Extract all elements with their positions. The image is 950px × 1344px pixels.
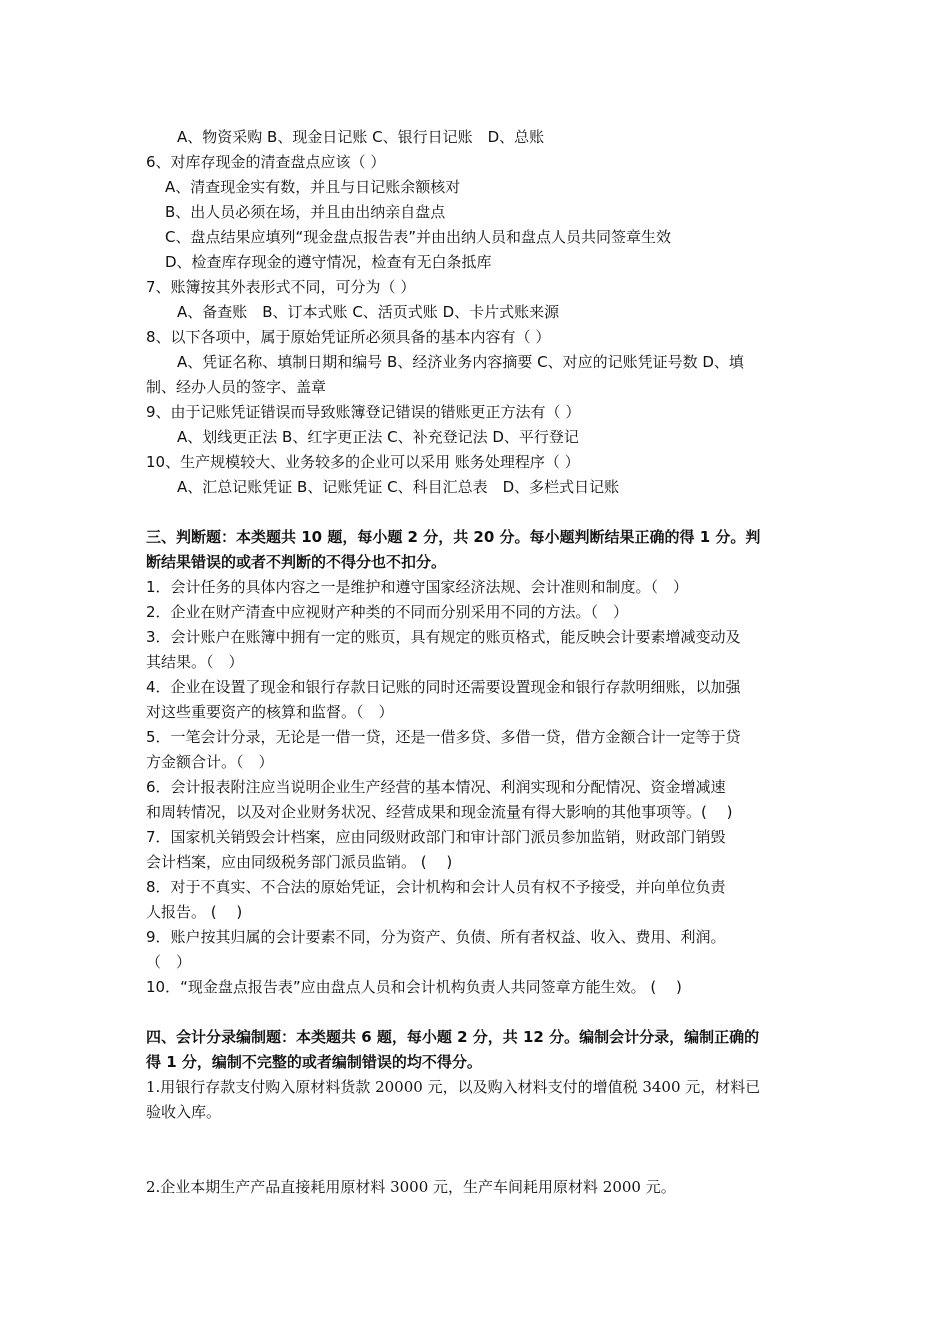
tf-item: 6．会计报表附注应当说明企业生产经营的基本情况、利润实现和分配情况、资金增减速 [146, 778, 726, 796]
entry-1-line2: 验收入库。 [146, 1103, 222, 1121]
q8-stem: 8、以下各项中，属于原始凭证所必须具备的基本内容有（ ） [146, 328, 551, 346]
q6-option-a: A、清查现金实有数，并且与日记账余额核对 [165, 178, 461, 196]
q8-options-line2: 制、经办人员的签字、盖章 [146, 378, 327, 396]
section4-header-line2: 得 1 分，编制不完整的或者编制错误的均不得分。 [146, 1053, 482, 1071]
q6-option-d: D、检查库存现金的遵守情况，检查有无白条抵库 [165, 253, 492, 271]
tf-item: 9．账户按其归属的会计要素不同，分为资产、负债、所有者权益、收入、费用、利润。 [146, 928, 726, 946]
q7-stem: 7、账簿按其外表形式不同，可分为（ ） [146, 278, 416, 296]
tf-item: 会计档案，应由同级税务部门派员监销。 ( ) [146, 853, 453, 871]
tf-item: 2．企业在财产清查中应视财产种类的不同而分别采用不同的方法。（ ） [146, 603, 629, 621]
tf-item: 其结果。（ ） [146, 653, 244, 671]
q6-option-b: B、出人员必须在场，并且由出纳亲自盘点 [165, 203, 446, 221]
section4-header-line1: 四、会计分录编制题：本类题共 6 题，每小题 2 分，共 12 分。编制会计分录，编制正确的 [146, 1028, 760, 1046]
q8-options-line1: A、凭证名称、填制日期和编号 B、经济业务内容摘要 C、对应的记账凭证号数 D、填 [177, 353, 744, 371]
q9-stem: 9、由于记账凭证错误而导致账簿登记错误的错账更正方法有（ ） [146, 403, 581, 421]
tf-item: 3．会计账户在账簿中拥有一定的账页，具有规定的账页格式，能反映会计要素增减变动及 [146, 628, 741, 646]
q10-stem: 10、生产规模较大、业务较多的企业可以采用 账务处理程序（ ） [146, 453, 580, 471]
q9-options: A、划线更正法 B、红字更正法 C、补充登记法 D、平行登记 [177, 428, 579, 446]
tf-item: 10．“现金盘点报告表”应由盘点人员和会计机构负责人共同签章方能生效。 ( ) [146, 978, 682, 996]
tf-item: 人报告。 ( ) [146, 903, 243, 921]
tf-item: 5．一笔会计分录，无论是一借一贷，还是一借多贷、多借一贷，借方金额合计一定等于贷 [146, 728, 741, 746]
q6-option-c: C、盘点结果应填列“现金盘点报告表”并由出纳人员和盘点人员共同签章生效 [165, 228, 672, 246]
tf-item: 1．会计任务的具体内容之一是维护和遵守国家经济法规、会计准则和制度。（ ） [146, 578, 689, 596]
q6-stem: 6、对库存现金的清查盘点应该（ ） [146, 153, 386, 171]
tf-item: 4．企业在设置了现金和银行存款日记账的同时还需要设置现金和银行存款明细账，以加强 [146, 678, 741, 696]
entry-1-line1: 1.用银行存款支付购入原材料货款 20000 元，以及购入材料支付的增值税 3400 元，材料已 [146, 1078, 761, 1096]
q5-options: A、物资采购 B、现金日记账 C、银行日记账 D、总账 [177, 128, 545, 146]
section3-header-line2: 断结果错误的或者不判断的不得分也不扣分。 [146, 553, 447, 571]
q7-options: A、备查账 B、订本式账 C、活页式账 D、卡片式账来源 [177, 303, 560, 321]
tf-item: 方金额合计。（ ） [146, 753, 274, 771]
tf-item: （ ） [146, 953, 192, 971]
tf-item: 8．对于不真实、不合法的原始凭证，会计机构和会计人员有权不予接受，并向单位负责 [146, 878, 726, 896]
q10-options: A、汇总记账凭证 B、记账凭证 C、科目汇总表 D、多栏式日记账 [177, 478, 620, 496]
entry-2: 2.企业本期生产产品直接耗用原材料 3000 元，生产车间耗用原材料 2000 元。 [146, 1178, 676, 1196]
tf-item: 对这些重要资产的核算和监督。（ ） [146, 703, 394, 721]
tf-item: 和周转情况，以及对企业财务状况、经营成果和现金流量有得大影响的其他事项等。( ) [146, 803, 733, 821]
tf-item: 7．国家机关销毁会计档案，应由同级财政部门和审计部门派员参加监销，财政部门销毁 [146, 828, 726, 846]
section3-header-line1: 三、判断题：本类题共 10 题，每小题 2 分，共 20 分。每小题判断结果正确的得 1 分。判 [146, 528, 761, 546]
